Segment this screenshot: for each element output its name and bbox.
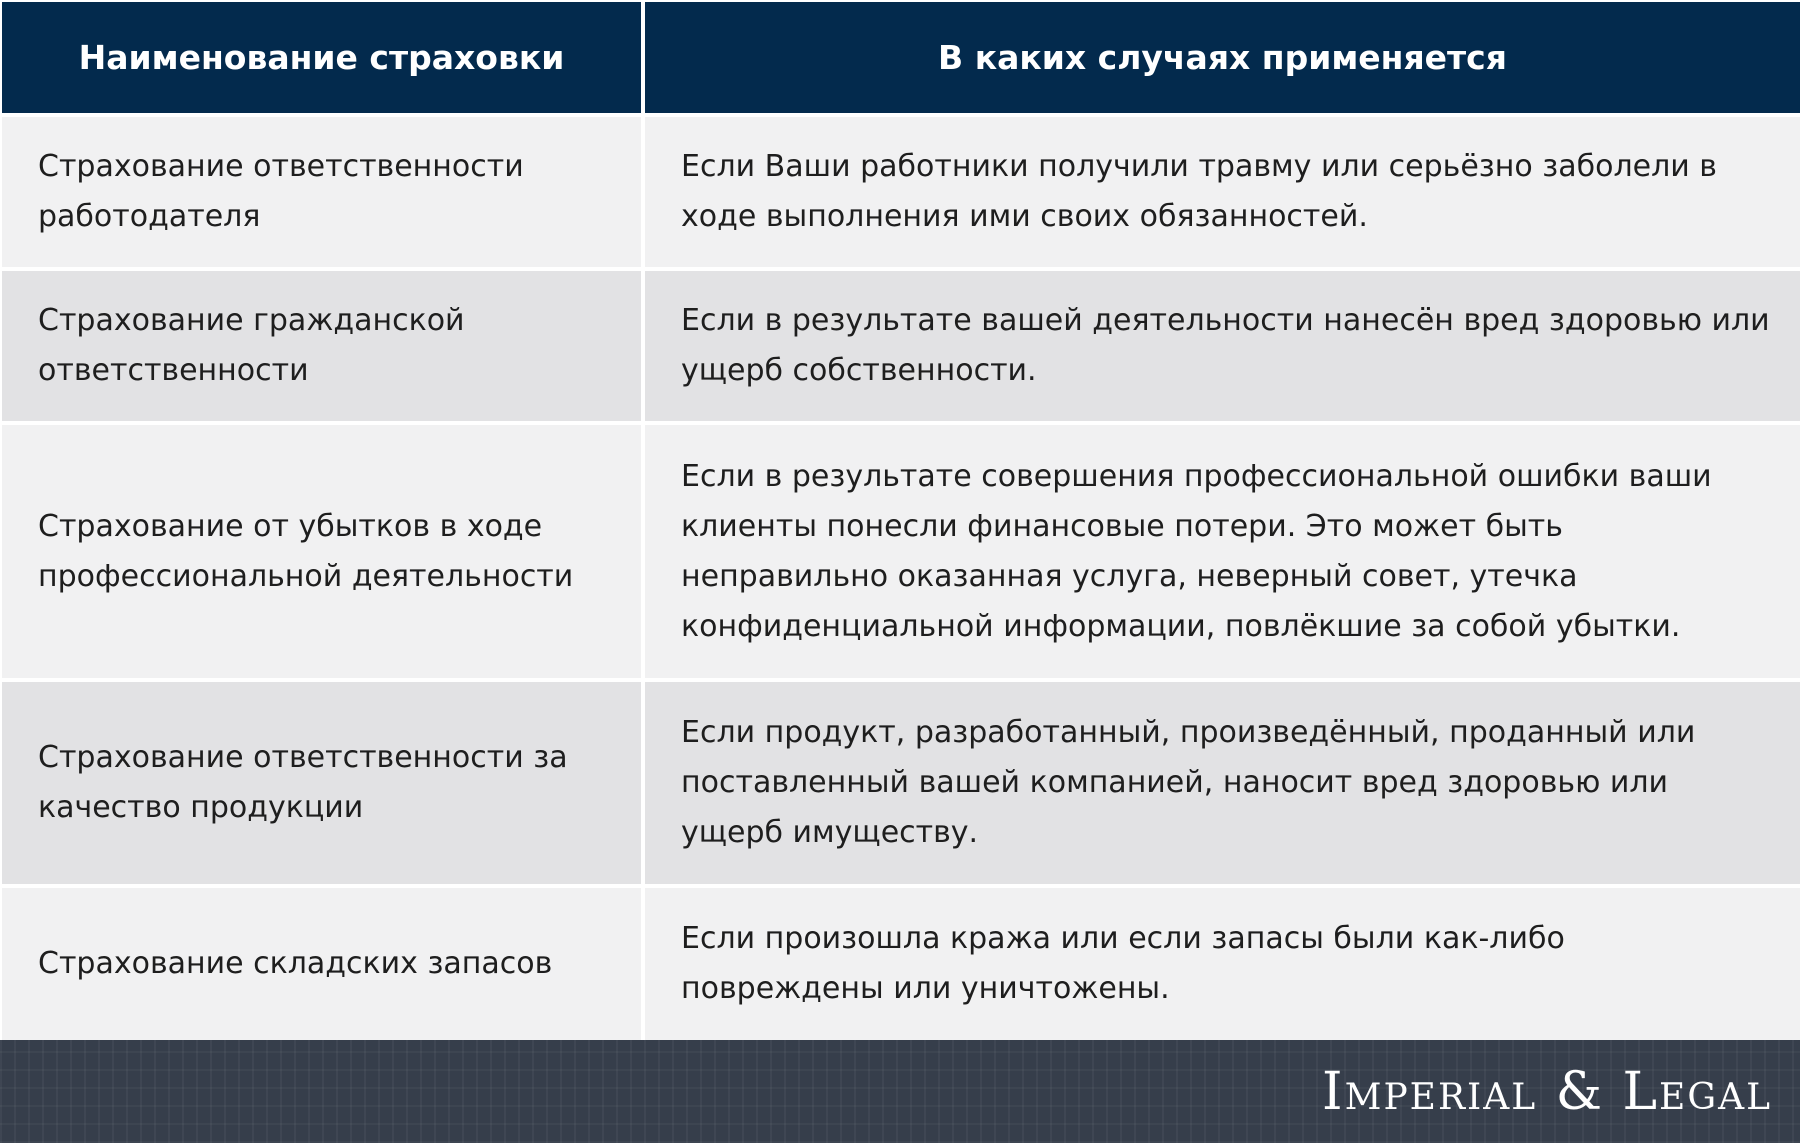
- insurance-cases: Если в результате вашей деятельности нанесён вред здоровью или ущерб собственности.: [681, 303, 1770, 388]
- table-row: [0, 425, 1800, 678]
- insurance-name: Страхование гражданской ответственности: [38, 303, 465, 388]
- insurance-name-cell: [2, 117, 641, 267]
- insurance-cases: Если в результате совершения профессиональной ошибки ваши клиенты понесли финансовые потери. Это может быть неправильно оказанная услуга, неверный совет, утечка конфиденциальной информации, повлёкшие за собой убытки.: [681, 458, 1712, 644]
- insurance-cases-cell: [645, 425, 1800, 678]
- insurance-cases: Если продукт, разработанный, произведённый, проданный или поставленный вашей компанией, наносит вред здоровью или ущерб имуществу.: [681, 715, 1696, 850]
- header-cases-label: В каких случаях применяется: [938, 38, 1507, 77]
- insurance-cases-cell: [645, 117, 1800, 267]
- insurance-cases-cell: [645, 682, 1800, 884]
- table-row: [0, 682, 1800, 884]
- insurance-cases-cell: [645, 271, 1800, 421]
- header-insurance-name: [2, 2, 641, 113]
- insurance-cases: Если произошла кража или если запасы были как-либо повреждены или уничтожены.: [681, 921, 1565, 1006]
- insurance-name: Страхование от убытков в ходе профессиональной деятельности: [38, 508, 574, 594]
- insurance-name-cell: [2, 888, 641, 1040]
- insurance-name-cell: [2, 425, 641, 678]
- table-row: [0, 117, 1800, 267]
- table-header-row: [0, 2, 1800, 113]
- table-row: [0, 271, 1800, 421]
- insurance-name: Страхование ответственности работодателя: [38, 149, 524, 234]
- brand-logo: Imperial & Legal: [1322, 1062, 1772, 1122]
- insurance-name-cell: [2, 682, 641, 884]
- header-cases: [645, 2, 1800, 113]
- insurance-cases-cell: [645, 888, 1800, 1040]
- footer-bar: [0, 1040, 1800, 1143]
- table-row: [0, 888, 1800, 1040]
- header-insurance-name-label: Наименование страховки: [78, 38, 565, 77]
- insurance-name: Страхование складских запасов: [38, 946, 553, 981]
- insurance-name: Страхование ответственности за качество продукции: [38, 740, 568, 825]
- insurance-cases: Если Ваши работники получили травму или серьёзно заболели в ходе выполнения ими своих обязанностей.: [681, 149, 1717, 234]
- insurance-name-cell: [2, 271, 641, 421]
